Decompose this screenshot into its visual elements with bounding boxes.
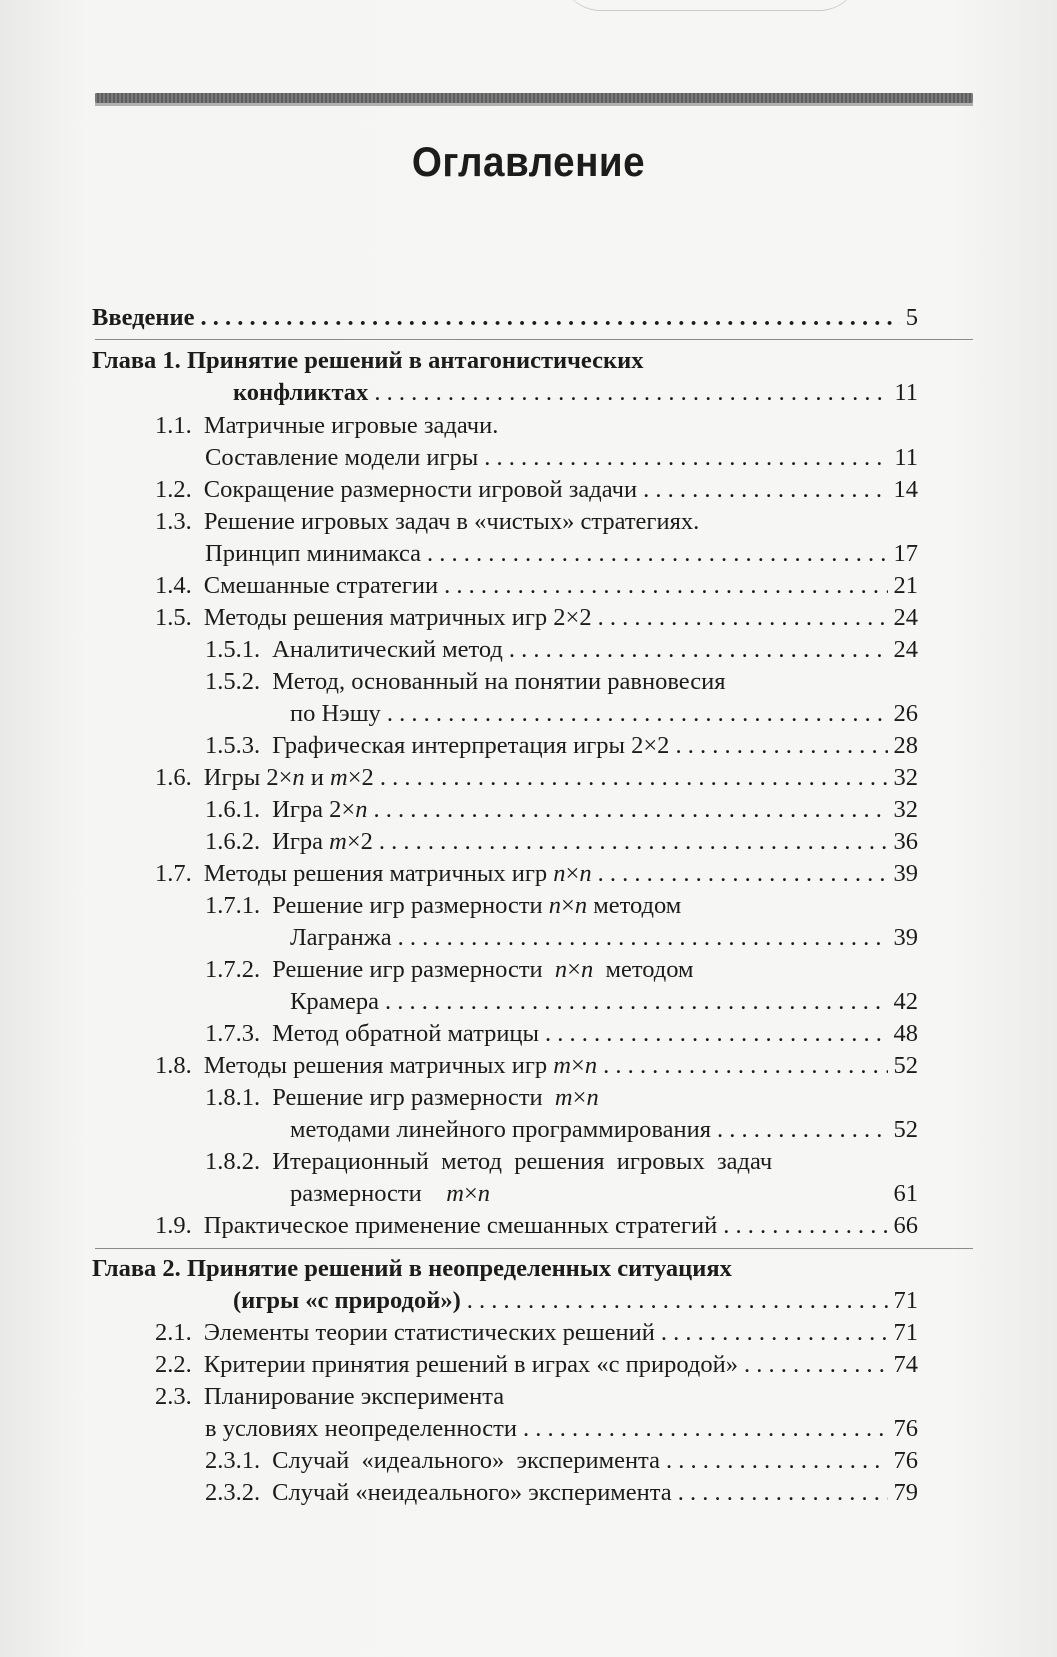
separator — [95, 1248, 973, 1249]
toc-section-1-7-1-line1[interactable] — [205, 891, 681, 921]
dot-leader — [385, 987, 888, 1017]
section-number: 1.7. — [155, 860, 192, 887]
page-number: 32 — [893, 764, 918, 791]
section-number: 1.6.2. — [205, 828, 261, 855]
section-number: 1.3. — [155, 508, 192, 535]
toc-section-1-7[interactable] — [155, 859, 918, 889]
toc-entry-intro[interactable] — [92, 303, 918, 333]
page-number: 39 — [893, 860, 918, 887]
section-title: Сокращение размерности игровой задачи — [203, 476, 638, 503]
toc-section-1-1-line1[interactable] — [155, 411, 498, 441]
section-title: Методы решения матричных игр n×n — [203, 860, 592, 887]
page-number: 32 — [893, 796, 918, 823]
page-number: 24 — [893, 604, 918, 631]
toc-chapter-1[interactable] — [233, 378, 918, 408]
chapter-title-line2: конфликтах — [233, 379, 369, 406]
section-number: 2.3. — [155, 1383, 192, 1410]
page-number: 71 — [893, 1287, 918, 1314]
toc-section-1-7-3[interactable] — [205, 1019, 918, 1049]
toc-chapter-2-heading[interactable] — [92, 1254, 732, 1284]
section-title: Графическая интерпретация игры 2×2 — [272, 732, 670, 759]
section-title: Решение игр размерности n×n методом — [272, 956, 694, 983]
section-title: Элементы теории статистических решений — [203, 1319, 655, 1346]
section-title: Игра m×2 — [272, 828, 373, 855]
dot-leader — [678, 1478, 888, 1508]
chapter-title-line1: Принятие решений в антагонистических — [186, 347, 644, 374]
page-number: 21 — [893, 572, 918, 599]
toc-section-1-7-1[interactable] — [290, 923, 918, 953]
page-number: 76 — [893, 1415, 918, 1442]
dot-leader — [509, 635, 888, 665]
toc-section-1-5-2-line1[interactable] — [205, 667, 726, 697]
section-title: Практическое применение смешанных стратегий — [203, 1212, 718, 1239]
section-title: Матричные игровые задачи. — [203, 412, 499, 439]
page-title: Оглавление — [411, 138, 646, 185]
dot-leader — [379, 827, 888, 857]
page-number: 61 — [893, 1180, 918, 1207]
section-number: 2.3.2. — [205, 1479, 261, 1506]
dot-leader — [484, 443, 888, 473]
toc-chapter-2[interactable] — [233, 1286, 918, 1316]
toc-section-1-8-2[interactable] — [290, 1179, 918, 1209]
dot-leader — [523, 1414, 888, 1444]
dot-leader — [603, 1051, 887, 1081]
dot-leader — [545, 1019, 887, 1049]
page-number: 76 — [893, 1447, 918, 1474]
page-number: 28 — [893, 732, 918, 759]
page-number: 17 — [893, 540, 918, 567]
toc-section-1-8-2-line1[interactable] — [205, 1147, 772, 1177]
section-title-line2: Крамера — [290, 988, 379, 1015]
section-number: 1.6. — [155, 764, 192, 791]
toc-section-1-5[interactable] — [155, 603, 918, 633]
section-title-line2: Принцип минимакса — [205, 540, 422, 567]
section-title: Решение игр размерности m×n — [272, 1084, 599, 1111]
toc-section-1-7-2-line1[interactable] — [205, 955, 694, 985]
dot-leader — [643, 475, 887, 505]
section-title-line2: методами линейного программирования — [290, 1116, 712, 1143]
section-title: Смешанные стратегии — [203, 572, 439, 599]
page-number: 11 — [894, 444, 918, 471]
dot-leader — [387, 699, 888, 729]
toc-section-1-6-2[interactable] — [205, 827, 918, 857]
page-number: 74 — [893, 1351, 918, 1378]
section-title: Решение игр размерности n×n методом — [272, 892, 682, 919]
toc-section-2-2[interactable] — [155, 1350, 918, 1380]
section-number: 1.4. — [155, 572, 192, 599]
dot-leader — [661, 1318, 888, 1348]
dot-leader — [717, 1115, 887, 1145]
toc-section-1-3[interactable] — [205, 539, 918, 569]
page-number: 39 — [893, 924, 918, 951]
section-number: 1.7.1. — [205, 892, 261, 919]
chapter-title-line1: Принятие решений в неопределенных ситуациях — [186, 1255, 732, 1282]
section-title-line2: Лагранжа — [290, 924, 392, 951]
page-number: 5 — [905, 304, 918, 331]
page-number: 42 — [893, 988, 918, 1015]
section-title: Случай «идеального» эксперимента — [272, 1447, 660, 1474]
dot-leader — [380, 763, 888, 793]
toc-section-1-8[interactable] — [155, 1051, 918, 1081]
section-title-line2: размерности m×n — [290, 1180, 491, 1207]
section-number: 1.5.1. — [205, 636, 261, 663]
page-number: 24 — [893, 636, 918, 663]
section-number: 1.8.2. — [205, 1148, 261, 1175]
toc-section-1-3-line1[interactable] — [155, 507, 699, 537]
section-title: Планирование эксперимента — [203, 1383, 505, 1410]
dot-leader — [201, 303, 900, 333]
toc-section-1-2[interactable] — [155, 475, 918, 505]
section-number: 2.1. — [155, 1319, 192, 1346]
toc-section-2-3-line1[interactable] — [155, 1382, 504, 1412]
toc-section-2-3-2[interactable] — [205, 1478, 918, 1508]
toc-section-1-8-1-line1[interactable] — [205, 1083, 599, 1113]
section-title: Метод, основанный на понятии равновесия — [272, 668, 726, 695]
dot-leader — [723, 1211, 887, 1241]
chapter-label: Глава 2. — [92, 1255, 181, 1282]
section-number: 1.7.2. — [205, 956, 261, 983]
section-number: 1.1. — [155, 412, 192, 439]
dot-leader — [444, 571, 887, 601]
section-number: 1.5. — [155, 604, 192, 631]
dot-leader — [598, 859, 888, 889]
section-title: Итерационный метод решения игровых задач — [272, 1148, 773, 1175]
page-number: 36 — [893, 828, 918, 855]
page-number: 66 — [893, 1212, 918, 1239]
toc-section-2-3-1[interactable] — [205, 1446, 918, 1476]
dot-leader — [373, 795, 887, 825]
toc-section-1-5-2[interactable] — [290, 699, 918, 729]
section-number: 1.9. — [155, 1212, 192, 1239]
toc-section-1-4[interactable] — [155, 571, 918, 601]
page-number: 48 — [893, 1020, 918, 1047]
toc-section-1-8-1[interactable] — [290, 1115, 918, 1145]
dot-leader — [666, 1446, 888, 1476]
section-number: 1.7.3. — [205, 1020, 261, 1047]
section-number: 1.2. — [155, 476, 192, 503]
page-number: 26 — [893, 700, 918, 727]
section-title: Решение игровых задач в «чистых» стратегиях. — [203, 508, 700, 535]
section-title: Игры 2×n и m×2 — [203, 764, 374, 791]
dot-leader — [398, 923, 888, 953]
section-title: Аналитический метод — [272, 636, 503, 663]
toc-section-1-5-1[interactable] — [205, 635, 918, 665]
toc-entry-label: Введение — [92, 304, 195, 331]
toc-section-1-5-3[interactable] — [205, 731, 918, 761]
section-title: Случай «неидеального» эксперимента — [272, 1479, 672, 1506]
section-title-line2: в условиях неопределенности — [205, 1415, 517, 1442]
page-number: 11 — [894, 379, 918, 406]
toc-section-1-9[interactable] — [155, 1211, 918, 1241]
chapter-title-line2: (игры «с природой») — [233, 1287, 461, 1314]
section-number: 1.5.3. — [205, 732, 261, 759]
chapter-label: Глава 1. — [92, 347, 181, 374]
section-title: Методы решения матричных игр 2×2 — [203, 604, 592, 631]
page-number: 71 — [893, 1319, 918, 1346]
dot-leader — [675, 731, 887, 761]
toc-section-1-6-1[interactable] — [205, 795, 918, 825]
section-number: 1.8. — [155, 1052, 192, 1079]
section-title: Игра 2×n — [272, 796, 368, 823]
page-number: 14 — [893, 476, 918, 503]
section-number: 1.8.1. — [205, 1084, 261, 1111]
toc-section-1-1[interactable] — [205, 443, 918, 473]
section-title: Критерии принятия решений в играх «с природой» — [203, 1351, 738, 1378]
section-title: Метод обратной матрицы — [272, 1020, 540, 1047]
toc-section-1-7-2[interactable] — [290, 987, 918, 1017]
separator — [95, 339, 973, 340]
dot-leader — [744, 1350, 888, 1380]
page-number: 52 — [893, 1052, 918, 1079]
section-number: 1.5.2. — [205, 668, 261, 695]
section-number: 2.2. — [155, 1351, 192, 1378]
section-title-line2: Составление модели игры — [205, 444, 479, 471]
toc-section-2-3[interactable] — [205, 1414, 918, 1444]
page-number: 79 — [893, 1479, 918, 1506]
toc-section-2-1[interactable] — [155, 1318, 918, 1348]
section-number: 1.6.1. — [205, 796, 261, 823]
section-title-line2: по Нэшу — [290, 700, 381, 727]
dot-leader — [467, 1286, 888, 1316]
dot-leader — [598, 603, 888, 633]
page-number: 52 — [893, 1116, 918, 1143]
section-title: Методы решения матричных игр m×n — [203, 1052, 598, 1079]
toc-chapter-1-heading[interactable] — [92, 346, 643, 376]
dot-leader — [374, 378, 888, 408]
toc-section-1-6[interactable] — [155, 763, 918, 793]
dot-leader — [427, 539, 887, 569]
section-number: 2.3.1. — [205, 1447, 261, 1474]
